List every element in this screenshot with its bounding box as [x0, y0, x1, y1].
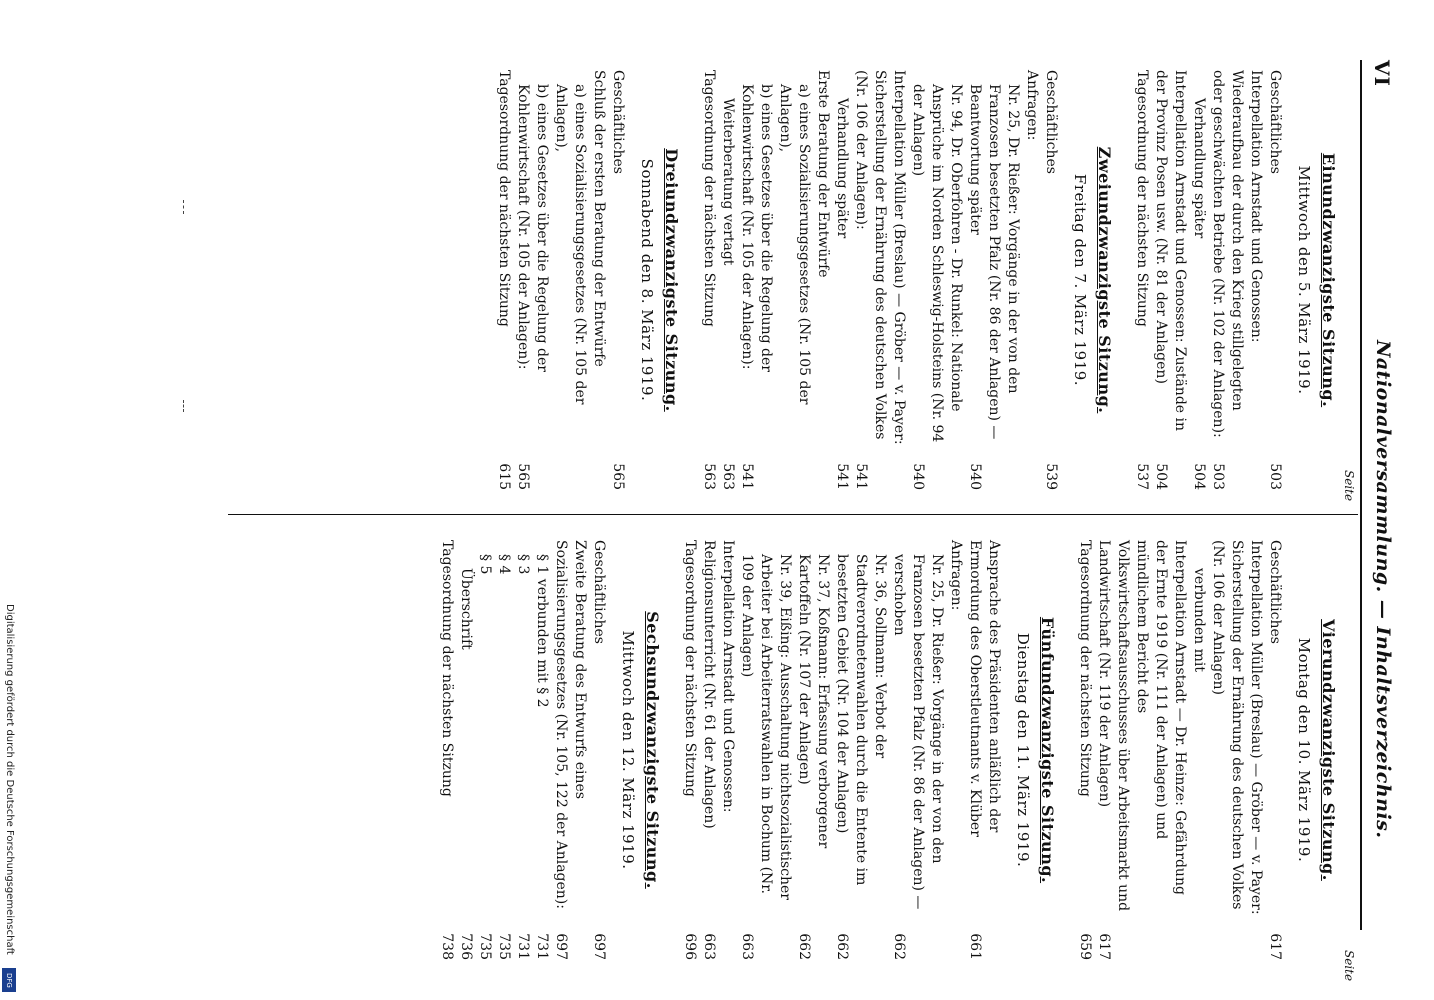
toc-entry-text: Nr. 25, Dr. Rießer: Vorgänge in der von den Franzosen besetzten Pfalz (Nr. 86 der Anlagen) — verschoben: [891, 554, 945, 910]
toc-entry-text: Tagesordnung der nächsten Sitzung: [496, 70, 512, 327]
toc-entry-text: Tagesordnung der nächsten Sitzung: [682, 540, 698, 797]
seite-label-right: Seite: [1342, 950, 1356, 982]
toc-entry-text: verbunden mit: [1191, 568, 1207, 672]
session-title: Sechsundzwanzigste Sitzung.: [643, 611, 662, 889]
toc-entry-text: Interpellation Arnstadt — Dr. Heinze: Gefährdung der Ernte 1919 (Nr. 111 der Anlagen) und mündlichem Bericht des Volkswirtschaftsausschusses über Arbeitsmarkt und Landwirtschaft (Nr. 119 der Anlagen): [1096, 540, 1188, 912]
toc-entry-text: Überschrift: [458, 568, 474, 650]
toc-entry-page: 539: [1043, 463, 1059, 490]
toc-entry-text: § 3: [515, 554, 531, 575]
toc-entry-page: 565: [515, 463, 531, 490]
toc-entry-page: 503: [1267, 463, 1283, 490]
toc-entry[interactable]: [437, 540, 456, 960]
toc-entry-text: b) eines Gesetzes über die Regelung der Kohlenwirtschaft (Nr. 105 der Anlagen):: [739, 84, 774, 372]
toc-entry-text: § 1 verbunden mit § 2: [534, 554, 550, 708]
toc-entry-page: 541: [834, 463, 850, 490]
toc-entry-text: Tagesordnung der nächsten Sitzung: [701, 70, 717, 327]
session-title: Dreiundzwanzigste Sitzung.: [662, 148, 681, 412]
toc-entry-page: 504: [1153, 463, 1169, 490]
toc-entry-text: Interpellation Müller (Breslau) — Gröber — v. Payer: Sicherstellung der Ernährung des deutschen Volkes (Nr. 106 der Anlagen):: [853, 70, 907, 445]
toc-entry-page: 503: [1210, 463, 1226, 490]
toc-entry[interactable]: [794, 540, 832, 960]
session-title: Vierundzwanzigste Sitzung.: [1319, 619, 1338, 881]
toc-entry[interactable]: [589, 540, 608, 960]
header-rule: [1360, 60, 1362, 930]
toc-entry-text: Geschäftliches: [610, 70, 626, 174]
margin-mark: [183, 400, 184, 412]
margin-mark: [183, 200, 184, 214]
toc-entry[interactable]: [1208, 540, 1265, 960]
session-heading: [637, 70, 681, 490]
toc-entry-page: 662: [891, 933, 907, 960]
toc-column-left: [494, 70, 1356, 490]
toc-entry-page: 736: [458, 933, 474, 960]
toc-entry-text: a) eines Sozialisierungsgesetzes (Nr. 105 der Anlagen),: [777, 84, 812, 405]
session-heading: [1294, 540, 1338, 960]
toc-entry[interactable]: [889, 540, 946, 960]
toc-entry[interactable]: [1132, 70, 1151, 490]
toc-entry-text: Ansprache des Präsidenten anläßlich der Ermordung des Oberstleutnants v. Klüber: [967, 540, 1002, 837]
toc-entry[interactable]: [1022, 70, 1041, 490]
toc-entry-text: Verhandlung später: [1191, 98, 1207, 239]
toc-entry-page: 697: [591, 933, 607, 960]
toc-entry-page: 663: [739, 933, 755, 960]
toc-entry[interactable]: [699, 540, 737, 960]
toc-entry[interactable]: [1189, 540, 1208, 960]
toc-entry[interactable]: [608, 70, 627, 490]
toc-entry[interactable]: [775, 70, 813, 490]
toc-entry-text: Nr. 39, Eißing: Ausschaltung nichtsozialistischer Arbeiter bei Arbeiterratswahlen in Bochum (Nr. 109 der Anlagen): [739, 554, 793, 900]
toc-entry-text: Anfragen:: [1024, 70, 1040, 141]
toc-entry[interactable]: [1265, 70, 1284, 490]
session-date: Freitag den 7. März 1919.: [1071, 173, 1089, 387]
toc-entry[interactable]: [1189, 70, 1208, 490]
toc-entry-text: § 5: [477, 554, 493, 575]
toc-entry[interactable]: [551, 540, 589, 960]
page-header: [1364, 0, 1434, 1000]
toc-entry[interactable]: [551, 70, 589, 490]
toc-entry[interactable]: [1265, 540, 1284, 960]
toc-entry-text: Nr. 25, Dr. Rießer: Vorgänge in der von den Franzosen besetzten Pfalz (Nr. 86 der Anlagen) — Beantwortung später: [967, 84, 1021, 440]
session-date: Mittwoch den 5. März 1919.: [1295, 165, 1313, 395]
toc-entry-text: Nr. 94, Dr. Oberfohren - Dr. Runkel: Nationale Ansprüche im Norden Schleswig-Holsteins (Nr. 94 der Anlagen): [910, 84, 964, 443]
toc-entry[interactable]: [1075, 540, 1094, 960]
toc-entry-text: Interpellation Arnstadt und Genossen: Zustände in der Provinz Posen usw. (Nr. 81 der Anlagen): [1153, 70, 1188, 432]
toc-entry-page: 541: [739, 463, 755, 490]
toc-entry[interactable]: [908, 70, 965, 490]
session-date: Dienstag den 11. März 1919.: [1014, 632, 1032, 868]
seite-label-left: Seite: [1342, 470, 1356, 502]
session-heading: [618, 540, 662, 960]
toc-entry[interactable]: [965, 70, 1022, 490]
toc-entry-text: Weiterberatung vertagt: [720, 98, 736, 266]
session-title: Fünfundzwanzigste Sitzung.: [1038, 616, 1057, 884]
toc-entry-page: 540: [967, 463, 983, 490]
toc-entry-text: Interpellation Arnstadt und Genossen: Religionsunterricht (Nr. 61 der Anlagen): [701, 540, 736, 829]
toc-entry[interactable]: [699, 70, 718, 490]
toc-entry[interactable]: [494, 540, 513, 960]
toc-entry-page: 615: [496, 463, 512, 490]
toc-entry-text: Nr. 36, Sollmann: Verbot der Stadtverordnetenwahlen durch die Entente im besetzten Gebiet (Nr. 104 der Anlagen): [834, 554, 888, 886]
toc-entry-text: Geschäftliches: [1267, 540, 1283, 644]
toc-entry-page: 731: [534, 933, 550, 960]
toc-entry-text: Anfragen:: [948, 540, 964, 611]
toc-entry-text: Erste Beratung der Entwürfe: [815, 70, 831, 278]
toc-entry-text: Interpellation Arnstadt und Genossen: Wiederaufbau der durch den Krieg stillgelegten oder geschwächten Betriebe (Nr. 102 der Anlagen):: [1210, 70, 1264, 438]
toc-entry[interactable]: [813, 70, 832, 490]
toc-entry[interactable]: [1151, 70, 1189, 490]
toc-entry-text: Interpellation Müller (Breslau) — Gröber — v. Payer: Sicherstellung der Ernährung des deutschen Volkes (Nr. 106 der Anlagen): [1210, 540, 1264, 915]
page-number: VI: [1370, 60, 1394, 87]
toc-entry[interactable]: [532, 540, 551, 960]
toc-entry-text: Nr. 37, Koßmann: Erfassung verborgener Kartoffeln (Nr. 107 der Anlagen): [796, 554, 831, 849]
toc-entry[interactable]: [737, 70, 775, 490]
session-heading: [1070, 70, 1114, 490]
toc-entry-page: 563: [720, 463, 736, 490]
toc-entry[interactable]: [832, 540, 889, 960]
toc-entry-text: Geschäftliches: [1267, 70, 1283, 174]
toc-entry[interactable]: [1041, 70, 1060, 490]
toc-entry[interactable]: [737, 540, 794, 960]
toc-entry-page: 735: [477, 933, 493, 960]
toc-entry-page: 537: [1134, 463, 1150, 490]
toc-entry-page: 735: [496, 933, 512, 960]
toc-entry-text: Zweite Beratung des Entwurfs eines Sozialisierungsgesetzes (Nr. 105, 122 der Anlagen):: [553, 540, 588, 909]
toc-entry-page: 565: [610, 463, 626, 490]
toc-entry-text: Verhandlung später: [834, 98, 850, 239]
column-divider: [228, 514, 1358, 515]
toc-entry-text: Tagesordnung der nächsten Sitzung: [1077, 540, 1093, 797]
toc-entry-page: 738: [439, 933, 455, 960]
toc-entry[interactable]: [946, 540, 965, 960]
toc-entry-text: Tagesordnung der nächsten Sitzung: [439, 540, 455, 797]
toc-entry-page: 662: [796, 933, 812, 960]
toc-entry-page: 663: [701, 933, 717, 960]
session-title: Zweiundzwanzigste Sitzung.: [1095, 146, 1114, 414]
toc-entry[interactable]: [1094, 540, 1189, 960]
toc-entry[interactable]: [965, 540, 1003, 960]
toc-entry[interactable]: [494, 70, 513, 490]
toc-entry-page: 697: [553, 933, 569, 960]
running-title: Nationalversammlung. — Inhaltsverzeichnis.: [1372, 340, 1394, 839]
toc-entry-page: 731: [515, 933, 531, 960]
session-date: Montag den 10. März 1919.: [1295, 637, 1313, 863]
toc-entry[interactable]: [680, 540, 699, 960]
toc-entry[interactable]: [456, 540, 475, 960]
toc-entry[interactable]: [1208, 70, 1265, 490]
session-heading: [1013, 540, 1057, 960]
session-date: Mittwoch den 12. März 1919.: [619, 630, 637, 870]
toc-entry-text: a) eines Sozialisierungsgesetzes (Nr. 105 der Anlagen),: [553, 84, 588, 405]
toc-entry-text: b) eines Gesetzes über die Regelung der Kohlenwirtschaft (Nr. 105 der Anlagen):: [515, 84, 550, 372]
toc-entry[interactable]: [832, 70, 851, 490]
toc-entry-text: Geschäftliches: [1043, 70, 1059, 174]
toc-entry-page: 563: [701, 463, 717, 490]
toc-column-right: [437, 540, 1356, 960]
toc-entry-page: 662: [834, 933, 850, 960]
toc-entry-page: 617: [1267, 933, 1283, 960]
toc-entry-text: Schluß der ersten Beratung der Entwürfe: [591, 70, 607, 367]
toc-entry-page: 541: [853, 463, 869, 490]
toc-entry[interactable]: [475, 540, 494, 960]
toc-entry[interactable]: [513, 540, 532, 960]
toc-entry-text: § 4: [496, 554, 512, 575]
toc-entry-page: 661: [967, 933, 983, 960]
toc-entry-text: Tagesordnung der nächsten Sitzung: [1134, 70, 1150, 327]
toc-entry[interactable]: [513, 70, 551, 490]
digitization-note: Digitalisierung gefördert durch die Deutsche Forschungsgemeinschaft: [4, 604, 15, 955]
dfg-logo: DFG: [2, 968, 16, 992]
toc-entry-page: 659: [1077, 933, 1093, 960]
toc-entry-page: 504: [1191, 463, 1207, 490]
toc-entry[interactable]: [851, 70, 908, 490]
toc-entry[interactable]: [589, 70, 608, 490]
session-title: Einundzwanzigste Sitzung.: [1319, 152, 1338, 408]
session-date: Sonnabend den 8. März 1919.: [638, 158, 656, 402]
session-heading: [1294, 70, 1338, 490]
toc-entry[interactable]: [718, 70, 737, 490]
toc-entry-page: 540: [910, 463, 926, 490]
toc-entry-text: Geschäftliches: [591, 540, 607, 644]
toc-entry-page: 696: [682, 933, 698, 960]
toc-entry-page: 617: [1096, 933, 1112, 960]
